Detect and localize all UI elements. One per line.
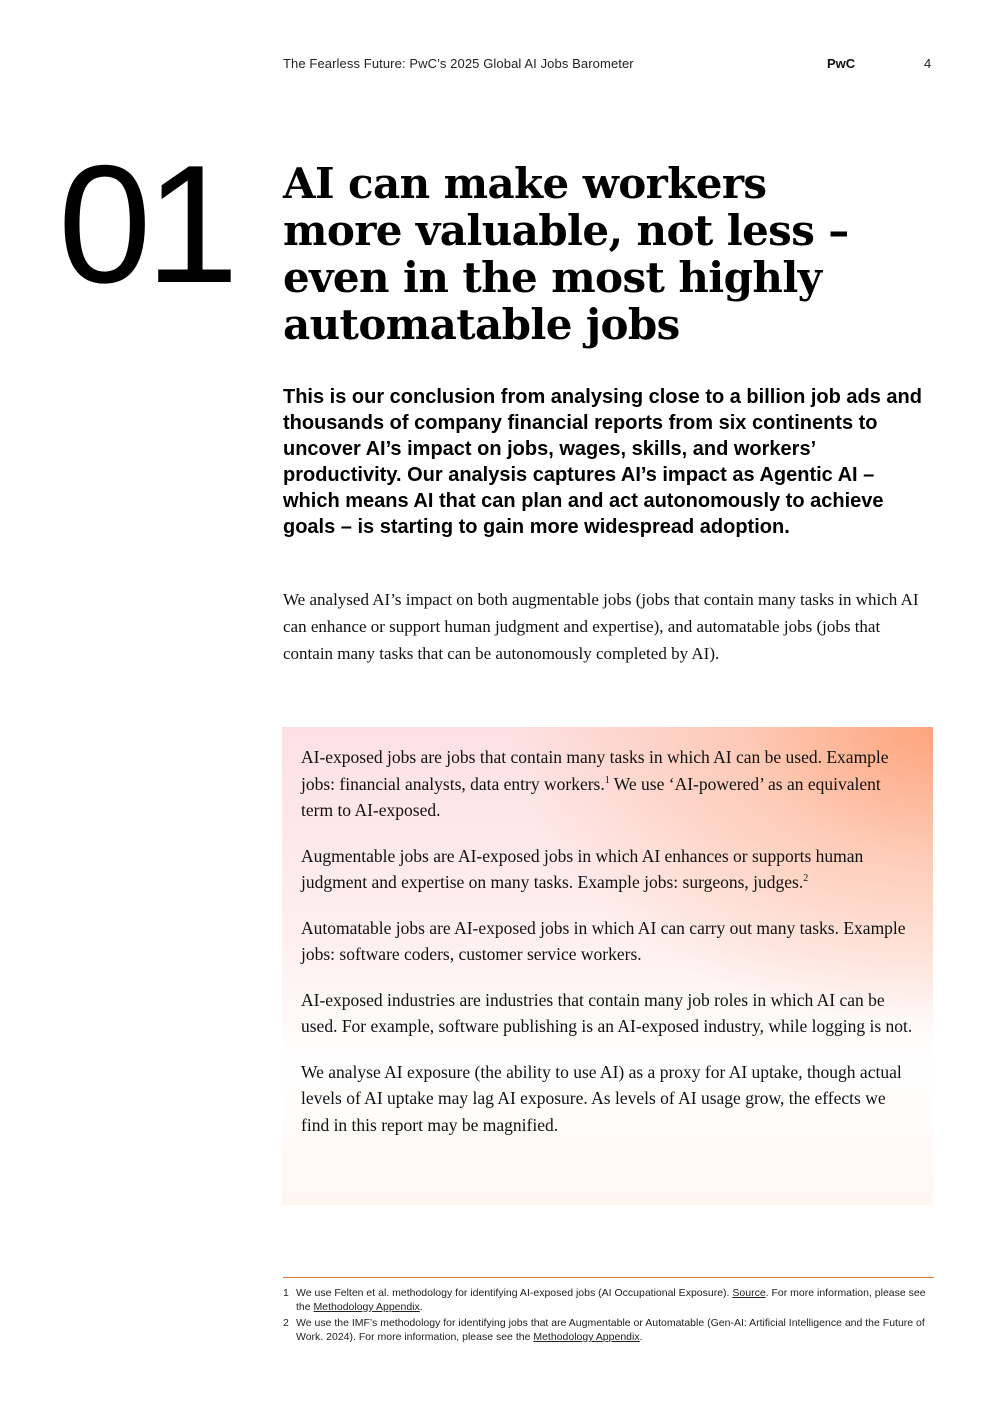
footnote-ref-2[interactable]: 2 [803, 873, 809, 885]
footnote-text-part: . [419, 1301, 423, 1313]
report-title: The Fearless Future: PwC’s 2025 Global AI Jobs Barometer [283, 56, 634, 71]
page-number: 4 [924, 56, 932, 71]
footnote-text-part: We use the IMF’s methodology for identifying jobs that are Augmentable or Automatable (Gen-AI: Artificial Intelligence and the Future of Work. 2024). For more information, please see the [296, 1317, 925, 1343]
definition-text: AI-exposed jobs are jobs that contain many tasks in which AI can be used. Example jobs: financial analysts, data entry workers. [301, 747, 889, 794]
footnote-1 [283, 1286, 934, 1314]
footnote-text [296, 1316, 934, 1344]
footnote-text-part: . [639, 1331, 643, 1343]
body-paragraph: We analysed AI’s impact on both augmentable jobs (jobs that contain many tasks in which AI can enhance or support human judgment and expertise), and automatable jobs (jobs that contain many tasks that can be autonomously completed by AI). [283, 590, 919, 663]
brand-name: PwC [827, 56, 856, 71]
definition-text: Augmentable jobs are AI-exposed jobs in which AI enhances or supports human judgment and expertise on many tasks. Example jobs: surgeons, judges. [301, 845, 864, 892]
definition-ai-exposed-industries: AI-exposed industries are industries that contain many job roles in which AI can be used. For example, software publishing is an AI-exposed industry, while logging is not. [301, 989, 913, 1036]
definition-text: We use ‘AI-powered’ as an equivalent term to AI-exposed. [301, 773, 881, 820]
footnote-number: 2 [283, 1317, 289, 1329]
methodology-appendix-link[interactable]: Methodology Appendix [533, 1331, 640, 1343]
footnote-divider [283, 1277, 934, 1278]
source-link[interactable]: Source [732, 1287, 766, 1299]
footnotes [283, 1286, 934, 1346]
definition-ai-exposure-note: We analyse AI exposure (the ability to use AI) as a proxy for AI uptake, though actual levels of AI uptake may lag AI exposure. As levels of AI usage grow, the effects we find in this report may be magnified. [301, 1061, 902, 1135]
intro-paragraph: This is our conclusion from analysing close to a billion job ads and thousands of company financial reports from six continents to uncover AI’s impact on jobs, wages, skills, and workers’ productivity. Our analysis captures AI’s impact as Agentic AI – which means AI that can plan and act autonomously to achieve goals – is starting to gain more widespread adoption. [283, 386, 922, 538]
footnote-ref-1[interactable]: 1 [604, 774, 610, 786]
footnote-text [296, 1286, 934, 1314]
footnote-number: 1 [283, 1287, 289, 1299]
footnote-text-part: . For more information, please see the [296, 1287, 926, 1313]
definition-augmentable-jobs [301, 843, 913, 896]
footnote-text-part: We use Felten et al. methodology for identifying AI-exposed jobs (AI Occupational Exposure). [296, 1287, 733, 1299]
footnote-2 [283, 1316, 934, 1344]
definition-ai-exposed-jobs [301, 744, 913, 824]
definitions-box [282, 727, 933, 1205]
definition-automatable-jobs: Automatable jobs are AI-exposed jobs in which AI can carry out many tasks. Example jobs: software coders, customer service workers. [301, 917, 906, 964]
section-headline: AI can make workers more valuable, not less – even in the most highly automatable jobs [283, 159, 849, 349]
section-number: 01 [58, 130, 233, 318]
methodology-appendix-link[interactable]: Methodology Appendix [313, 1301, 420, 1313]
